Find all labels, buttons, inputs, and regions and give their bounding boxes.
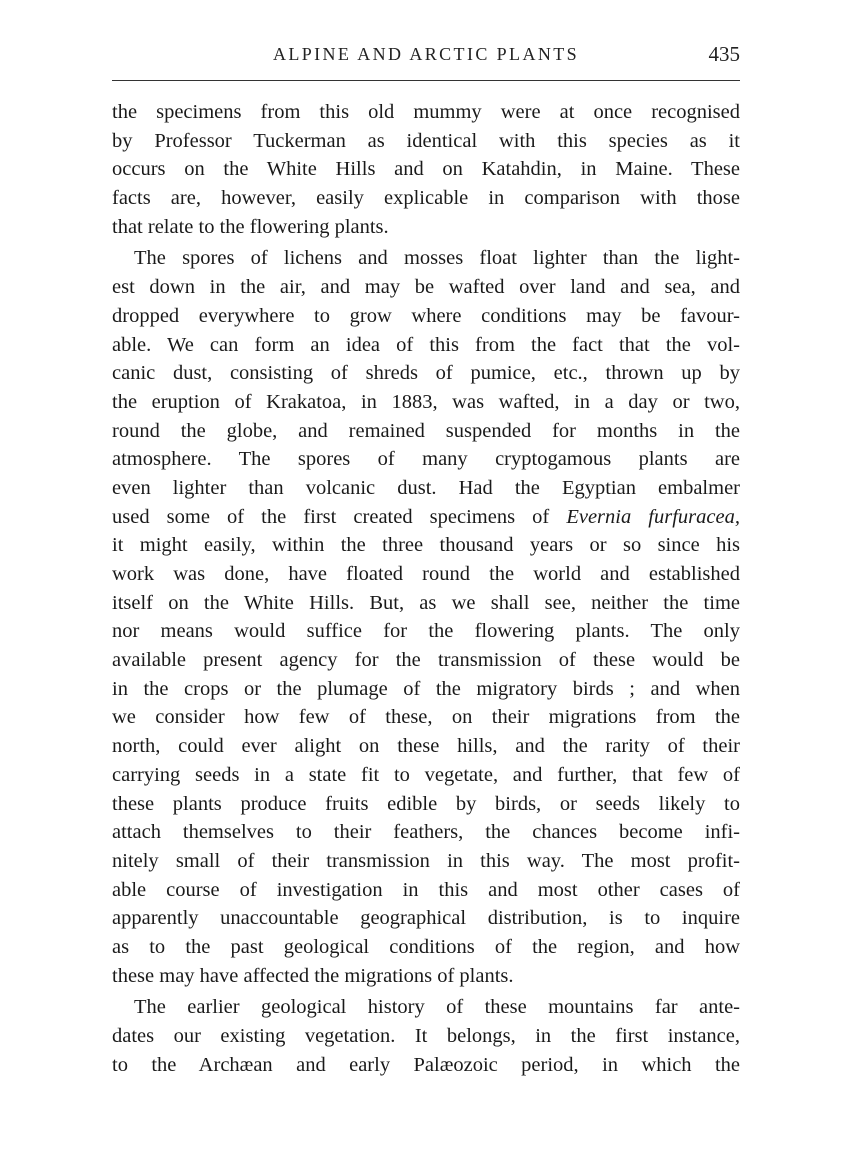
- text-line: the eruption of Krakatoa, in 1883, was wafted, in a day or two,: [112, 390, 740, 413]
- header-rule: [112, 80, 740, 81]
- text-line: we consider how few of these, on their migrations from the: [112, 706, 740, 729]
- text-line: these may have affected the migrations of plants.: [112, 964, 514, 987]
- text-line: facts are, however, easily explicable in comparison with those: [112, 187, 740, 210]
- text-fragment: used some of the first created specimens of: [112, 505, 567, 528]
- text-line: round the globe, and remained suspended for months in the: [112, 419, 740, 442]
- text-line: The spores of lichens and mosses float lighter than the light-: [134, 247, 740, 270]
- text-line: dates our existing vegetation. It belongs, in the first instance,: [112, 1025, 740, 1047]
- text-line: able course of investigation in this and most other cases of: [112, 878, 740, 901]
- species-name-italic: Evernia furfuracea,: [566, 505, 740, 528]
- text-line: able. We can form an idea of this from the fact that the vol-: [112, 333, 740, 356]
- text-line: work was done, have floated round the world and established: [112, 563, 740, 585]
- text-line: carrying seeds in a state fit to vegetate, and further, that few of: [112, 763, 740, 786]
- text-line: apparently unaccountable geographical distribution, is to inquire: [112, 907, 740, 930]
- text-line: north, could ever alight on these hills, and the rarity of their: [112, 735, 740, 758]
- running-head: [112, 40, 740, 72]
- text-line: available present agency for the transmission of these would be: [112, 649, 740, 672]
- text-line: canic dust, consisting of shreds of pumice, etc., thrown up by: [112, 362, 740, 385]
- text-line: to the Archæan and early Palæozoic period, in which the: [112, 1053, 740, 1076]
- text-line: the specimens from this old mummy were at once recognised: [112, 101, 740, 123]
- running-title: ALPINE AND ARCTIC PLANTS: [272, 44, 580, 64]
- text-line: nitely small of their transmission in this way. The most profit-: [112, 849, 740, 872]
- text-line: attach themselves to their feathers, the chances become infi-: [112, 821, 740, 844]
- text-line: est down in the air, and may be wafted over land and sea, and: [112, 276, 740, 299]
- text-line: even lighter than volcanic dust. Had the Egyptian embalmer: [112, 476, 740, 499]
- text-line: by Professor Tuckerman as identical with this species as it: [112, 129, 740, 152]
- text-line-with-italic: [112, 503, 740, 532]
- text-line: it might easily, within the three thousand years or so since his: [112, 534, 740, 557]
- text-line: as to the past geological conditions of the region, and how: [112, 935, 740, 958]
- text-line: these plants produce fruits edible by birds, or seeds likely to: [112, 792, 740, 815]
- body-text: [112, 98, 740, 1079]
- paragraph: [112, 244, 740, 990]
- paragraph: [112, 993, 740, 1079]
- paragraph: [112, 98, 740, 241]
- text-line: itself on the White Hills. But, as we shall see, neither the time: [112, 591, 740, 614]
- text-line: The earlier geological history of these mountains far ante-: [134, 996, 740, 1019]
- text-line: in the crops or the plumage of the migratory birds ; and when: [112, 677, 740, 700]
- text-line: occurs on the White Hills and on Katahdin, in Maine. These: [112, 158, 740, 181]
- text-line: dropped everywhere to grow where conditions may be favour-: [112, 304, 740, 327]
- text-line: nor means would suffice for the flowering plants. The only: [112, 620, 740, 643]
- page-number: 435: [708, 42, 740, 66]
- text-line: atmosphere. The spores of many cryptogamous plants are: [112, 448, 740, 471]
- text-line: that relate to the flowering plants.: [112, 215, 389, 238]
